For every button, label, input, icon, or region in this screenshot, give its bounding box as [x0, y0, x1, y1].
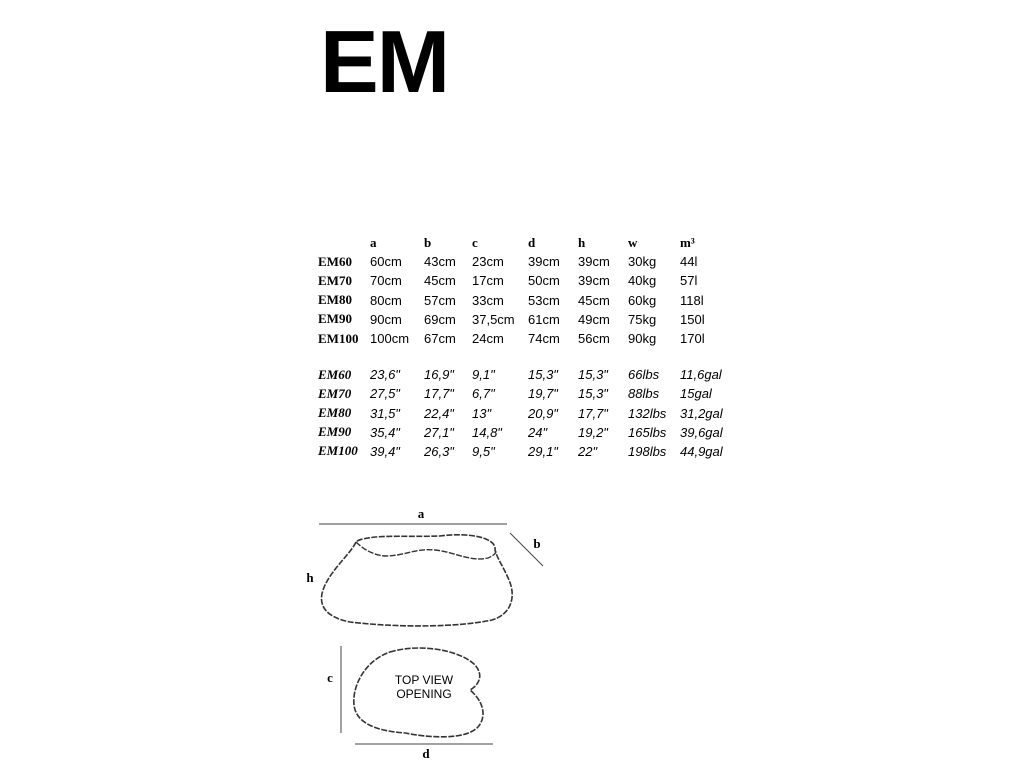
model-name: EM60 — [318, 366, 352, 382]
table-row — [318, 442, 740, 461]
product-title: EM — [320, 12, 448, 111]
top-view-drawing — [327, 646, 493, 761]
model-name: EM100 — [318, 443, 358, 459]
table-cell: 90kg — [628, 331, 657, 347]
header-a: a — [370, 234, 377, 250]
table-spacer — [318, 348, 740, 365]
table-cell: 132lbs — [628, 405, 667, 421]
table-cell: 61cm — [528, 311, 560, 327]
table-cell: 88lbs — [628, 386, 660, 402]
header-c: c — [472, 234, 478, 250]
table-cell: 198lbs — [628, 443, 667, 459]
header-d: d — [528, 234, 536, 250]
label-h: h — [306, 570, 314, 585]
table-cell: 45cm — [578, 292, 610, 308]
table-cell: 100cm — [370, 331, 410, 347]
table-cell: 23,6" — [370, 367, 400, 383]
table-cell: 39,6gal — [680, 424, 723, 440]
table-cell: 6,7" — [472, 386, 495, 402]
header-w: w — [628, 234, 638, 250]
table-cell: 33cm — [472, 292, 504, 308]
table-cell: 57l — [680, 273, 698, 289]
table-cell: 19,2" — [578, 424, 608, 440]
table-cell: 75kg — [628, 311, 657, 327]
header-b: b — [424, 234, 432, 250]
header-model — [318, 233, 370, 252]
label-b: b — [533, 536, 541, 551]
table-cell: 50cm — [528, 273, 560, 289]
table-cell: 44l — [680, 254, 698, 270]
table-cell: 39cm — [578, 254, 610, 270]
model-name: EM90 — [318, 311, 352, 327]
table-row — [318, 384, 740, 403]
table-cell: 66lbs — [628, 367, 660, 383]
side-view-outline — [321, 535, 512, 626]
table-cell: 14,8" — [472, 424, 502, 440]
table-cell: 31,2gal — [680, 405, 723, 421]
table-cell: 27,1" — [424, 424, 454, 440]
model-name: EM80 — [318, 292, 352, 308]
label-d: d — [422, 746, 430, 761]
table-cell: 44,9gal — [680, 443, 723, 459]
table-cell: 40kg — [628, 273, 657, 289]
table-row — [318, 310, 740, 329]
table-cell: 13" — [472, 405, 492, 421]
table-cell: 22" — [578, 443, 598, 459]
table-cell: 16,9" — [424, 367, 454, 383]
table-header-row — [318, 233, 740, 252]
table-cell: 56cm — [578, 331, 610, 347]
header-volume: m³ — [680, 234, 695, 250]
table-cell: 19,7" — [528, 386, 558, 402]
table-cell: 90cm — [370, 311, 402, 327]
table-cell: 39cm — [528, 254, 560, 270]
opening-rim-curve — [356, 542, 496, 559]
table-cell: 74cm — [528, 331, 560, 347]
table-cell: 15,3" — [528, 367, 558, 383]
table-cell: 22,4" — [424, 405, 454, 421]
table-cell: 45cm — [424, 273, 456, 289]
model-name: EM90 — [318, 424, 352, 440]
table-cell: 35,4" — [370, 424, 400, 440]
table-cell: 43cm — [424, 254, 456, 270]
table-cell: 118l — [680, 292, 704, 308]
table-cell: 60cm — [370, 254, 402, 270]
table-cell: 20,9" — [528, 405, 558, 421]
table-cell: 9,1" — [472, 367, 495, 383]
table-cell: 29,1" — [528, 443, 558, 459]
table-cell: 24" — [528, 424, 548, 440]
table-cell: 15,3" — [578, 386, 608, 402]
table-cell: 17cm — [472, 273, 504, 289]
table-row — [318, 329, 740, 348]
table-cell: 150l — [680, 311, 705, 327]
table-cell: 70cm — [370, 273, 402, 289]
dimensions-table — [318, 233, 740, 461]
model-name: EM70 — [318, 272, 352, 288]
table-cell: 24cm — [472, 331, 504, 347]
table-row — [318, 423, 740, 442]
side-view-drawing — [306, 506, 543, 626]
table-row — [318, 271, 740, 290]
table-cell: 26,3" — [424, 443, 454, 459]
table-cell: 9,5" — [472, 443, 495, 459]
table-row — [318, 365, 740, 384]
header-h: h — [578, 234, 586, 250]
table-cell: 60kg — [628, 292, 657, 308]
table-cell: 30kg — [628, 254, 657, 270]
dimension-diagram — [300, 500, 560, 765]
model-name: EM80 — [318, 405, 352, 421]
opening-label: OPENING — [396, 687, 452, 701]
table-cell: 69cm — [424, 311, 456, 327]
table-cell: 165lbs — [628, 424, 667, 440]
model-name: EM100 — [318, 330, 359, 346]
table-cell: 37,5cm — [472, 311, 515, 327]
table-cell: 49cm — [578, 311, 610, 327]
model-name: EM60 — [318, 253, 352, 269]
table-cell: 11,6gal — [680, 367, 722, 383]
top-view-label: TOP VIEW — [394, 673, 454, 687]
table-cell: 15,3" — [578, 367, 608, 383]
table-cell: 57cm — [424, 292, 456, 308]
table-cell: 27,5" — [370, 386, 400, 402]
table-cell: 170l — [680, 331, 705, 347]
table-cell: 67cm — [424, 331, 456, 347]
table-cell: 53cm — [528, 292, 560, 308]
table-cell: 17,7" — [578, 405, 608, 421]
label-c: c — [327, 670, 333, 685]
table-cell: 80cm — [370, 292, 402, 308]
table-cell: 23cm — [472, 254, 504, 270]
table-cell: 15gal — [680, 386, 712, 402]
table-row — [318, 404, 740, 423]
table-row — [318, 252, 740, 271]
label-a: a — [417, 506, 425, 521]
table-cell: 39,4" — [370, 443, 400, 459]
table-cell: 17,7" — [424, 386, 454, 402]
model-name: EM70 — [318, 385, 352, 401]
table-cell: 31,5" — [370, 405, 400, 421]
table-row — [318, 291, 740, 310]
table-cell: 39cm — [578, 273, 610, 289]
